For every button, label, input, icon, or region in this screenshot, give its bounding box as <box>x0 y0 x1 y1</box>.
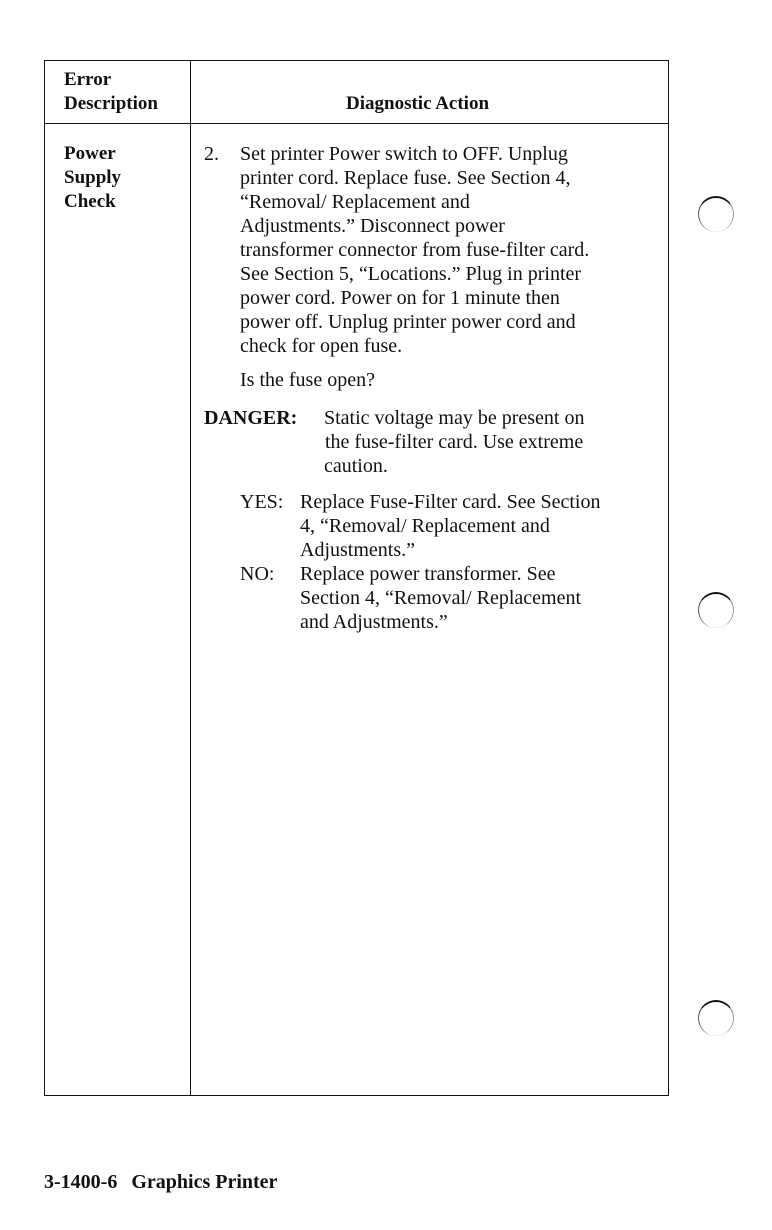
no-line: and Adjustments.” <box>300 611 448 633</box>
step-line: power cord. Power on for 1 minute then <box>240 287 560 309</box>
danger-line: caution. <box>324 455 388 477</box>
header-divider <box>45 123 668 124</box>
step-number: 2. <box>204 143 219 165</box>
step-line: See Section 5, “Locations.” Plug in printer <box>240 263 582 285</box>
danger-text <box>324 406 584 478</box>
no-line: Replace power transformer. See <box>300 563 556 585</box>
yes-label: YES: <box>240 491 284 513</box>
binder-hole-icon <box>698 592 734 628</box>
error-description <box>64 142 121 214</box>
column-divider <box>190 61 191 1095</box>
binder-hole-icon <box>698 1000 734 1036</box>
page-footer <box>44 1170 277 1194</box>
step-line: power off. Unplug printer power cord and <box>240 311 576 333</box>
danger-label: DANGER: <box>204 407 298 429</box>
page-number: 3-1400-6 <box>44 1171 118 1193</box>
error-text: Supply <box>64 167 122 188</box>
document-title: Graphics Printer <box>131 1171 278 1193</box>
header-error-description <box>64 68 158 116</box>
error-text: Power <box>64 143 116 164</box>
header-text: Error <box>64 69 112 90</box>
yes-line: 4, “Removal/ Replacement and <box>300 515 550 537</box>
yes-line: Adjustments.” <box>300 539 415 561</box>
no-action <box>300 562 581 634</box>
yes-action <box>300 490 600 562</box>
header-text: Description <box>64 93 158 114</box>
diagnostic-table <box>44 60 669 1096</box>
danger-line: the fuse-filter card. Use extreme <box>325 431 584 453</box>
error-text: Check <box>64 191 116 212</box>
step-line: Set printer Power switch to OFF. Unplug <box>240 143 568 165</box>
step-line: transformer connector from fuse-filter card. <box>240 239 590 261</box>
binder-hole-icon <box>698 196 734 232</box>
no-line: Section 4, “Removal/ Replacement <box>300 587 582 609</box>
no-label: NO: <box>240 563 275 585</box>
step-line: printer cord. Replace fuse. See Section 4, <box>240 167 571 189</box>
step-line: “Removal/ Replacement and <box>240 191 470 213</box>
step-line: Adjustments.” Disconnect power <box>240 215 505 237</box>
header-diagnostic-action: Diagnostic Action <box>346 93 490 114</box>
danger-line: Static voltage may be present on <box>324 407 585 429</box>
question: Is the fuse open? <box>240 369 375 391</box>
step-line: check for open fuse. <box>240 335 403 357</box>
step-instructions <box>240 142 589 392</box>
yes-line: Replace Fuse-Filter card. See Section <box>300 491 601 513</box>
